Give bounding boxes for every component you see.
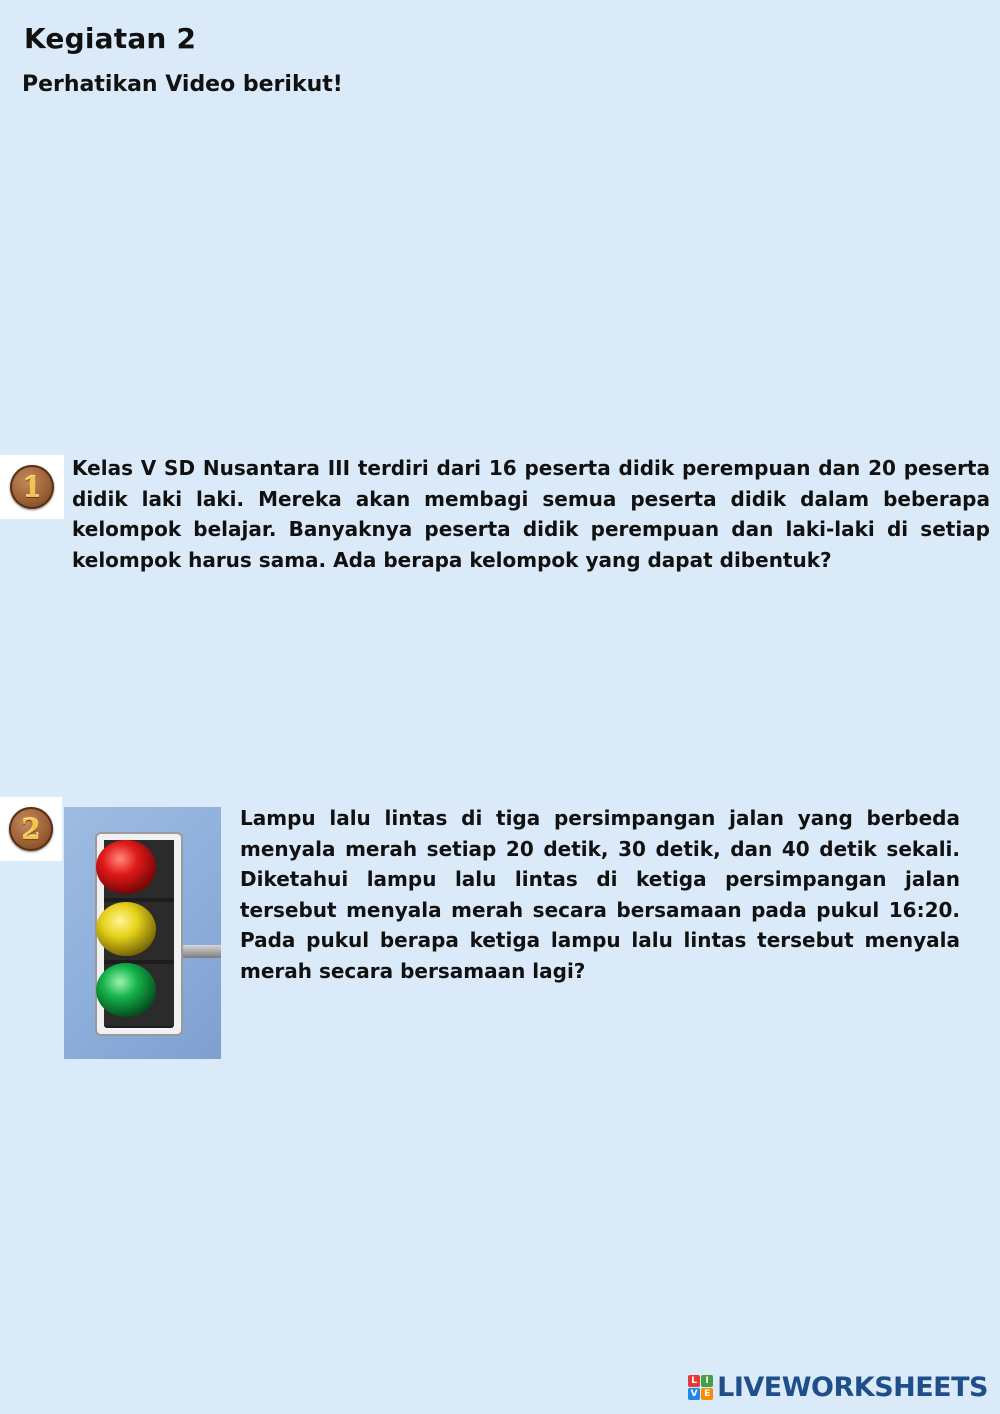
logo-letter-l: L xyxy=(688,1375,700,1387)
page-title: Kegiatan 2 xyxy=(24,22,197,55)
number-1-badge-icon: 1 xyxy=(10,465,54,509)
liveworksheets-logo-icon xyxy=(688,1375,713,1400)
logo-letter-v: V xyxy=(688,1388,700,1400)
question-1-badge-box xyxy=(0,455,64,519)
question-2-text: Lampu lalu lintas di tiga persimpangan jalan yang berbeda menyala merah setiap 20 detik, 30 detik, dan 40 detik sekali. Diketahui lampu lalu lintas di ketiga persimpangan jalan tersebut menyala merah secara bersamaan pada pukul 16:20. Pada pukul berapa ketiga lampu lalu lintas tersebut menyala merah secara bersamaan lagi? xyxy=(240,806,960,983)
number-2-badge-icon: 2 xyxy=(9,807,53,851)
liveworksheets-brand[interactable] xyxy=(688,1372,988,1403)
logo-letter-e: E xyxy=(701,1388,713,1400)
brand-name: LIVEWORKSHEETS xyxy=(717,1372,988,1403)
page-subtitle: Perhatikan Video berikut! xyxy=(22,72,343,97)
traffic-light-icon xyxy=(64,807,221,1059)
question-2-badge-box xyxy=(0,797,62,861)
question-1-text: Kelas V SD Nusantara III terdiri dari 16 peserta didik perempuan dan 20 peserta didik laki laki. Mereka akan membagi semua peserta didik dalam beberapa kelompok belajar. Banyaknya peserta didik perempuan dan laki-laki di setiap kelompok harus sama. Ada berapa kelompok yang dapat dibentuk? xyxy=(72,456,990,572)
logo-letter-i: I xyxy=(701,1375,713,1387)
